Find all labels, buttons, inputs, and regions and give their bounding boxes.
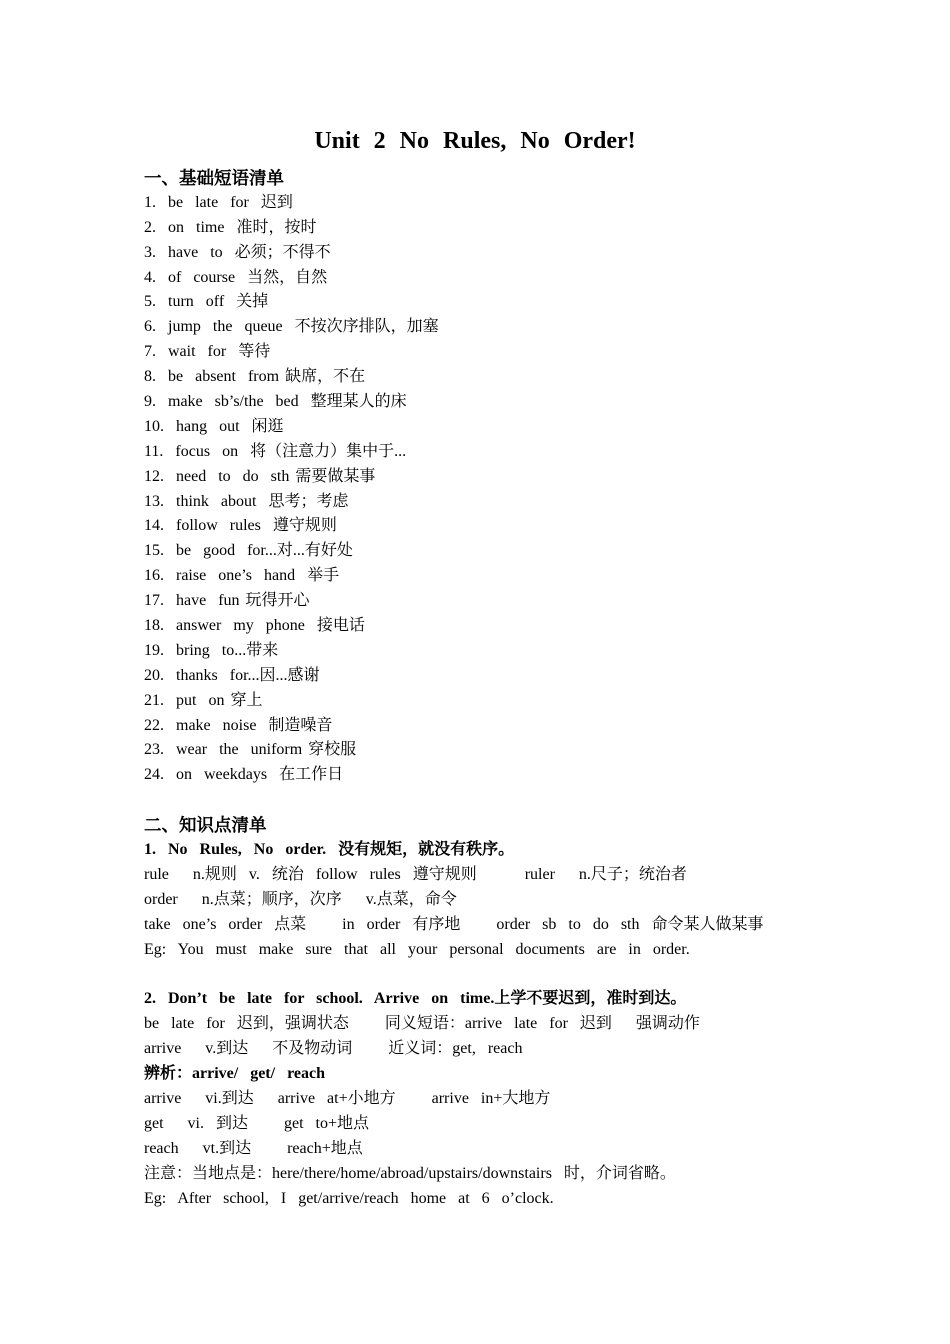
point2-distinguish: 辨析：arrive/ get/ reach bbox=[144, 1065, 325, 1083]
point2-title: 2. Don’t be late for school. Arrive on time.上学不要迟到，准时到达。 bbox=[144, 990, 687, 1008]
point1-example: Eg: You must make sure that all your personal documents are in order. bbox=[144, 940, 690, 958]
point2-line: get vi. 到达 get to+地点 bbox=[144, 1114, 370, 1132]
list-item: 22. make noise 制造噪音 bbox=[144, 716, 333, 734]
point1-title: 1. No Rules, No order. 没有规矩，就没有秩序。 bbox=[144, 841, 515, 859]
phrase-list bbox=[144, 191, 864, 788]
list-item: 24. on weekdays 在工作日 bbox=[144, 766, 344, 784]
list-item: 18. answer my phone 接电话 bbox=[144, 617, 365, 635]
list-item: 10. hang out 闲逛 bbox=[144, 417, 284, 435]
list-item: 9. make sb’s/the bed 整理某人的床 bbox=[144, 393, 407, 411]
list-item: 16. raise one’s hand 举手 bbox=[144, 567, 340, 585]
list-item: 17. have fun 玩得开心 bbox=[144, 592, 310, 610]
point1-line: take one’s order 点菜 in order 有序地 order sb to do sth 命令某人做某事 bbox=[144, 915, 764, 933]
list-item: 2. on time 准时，按时 bbox=[144, 218, 317, 236]
list-item: 12. need to do sth 需要做某事 bbox=[144, 467, 376, 485]
point2-example: Eg: After school, I get/arrive/reach home at 6 o’clock. bbox=[144, 1189, 554, 1207]
section1-heading: 一、基础短语清单 bbox=[144, 168, 284, 188]
list-item: 19. bring to...带来 bbox=[144, 641, 279, 659]
list-item: 8. be absent from 缺席，不在 bbox=[144, 368, 366, 386]
list-item: 7. wait for 等待 bbox=[144, 343, 271, 361]
point2-line: arrive vi.到达 arrive at+小地方 arrive in+大地方 bbox=[144, 1089, 551, 1107]
list-item: 14. follow rules 遵守规则 bbox=[144, 517, 337, 535]
point2-note: 注意：当地点是：here/there/home/abroad/upstairs/downstairs 时，介词省略。 bbox=[144, 1164, 676, 1182]
list-item: 3. have to 必须；不得不 bbox=[144, 243, 331, 261]
point1-line: order n.点菜；顺序，次序 v.点菜，命令 bbox=[144, 890, 457, 908]
point2-line: reach vt.到达 reach+地点 bbox=[144, 1139, 363, 1157]
point2-line: be late for 迟到，强调状态 同义短语：arrive late for 迟到 强调动作 bbox=[144, 1015, 700, 1033]
list-item: 13. think about 思考；考虑 bbox=[144, 492, 349, 510]
list-item: 21. put on 穿上 bbox=[144, 691, 263, 709]
section-spacer bbox=[144, 788, 864, 813]
page-title: Unit 2 No Rules, No Order! bbox=[314, 128, 636, 154]
list-item: 4. of course 当然，自然 bbox=[144, 268, 328, 286]
document-body bbox=[144, 166, 864, 1211]
list-item: 1. be late for 迟到 bbox=[144, 193, 293, 211]
section2-heading: 二、知识点清单 bbox=[144, 815, 267, 836]
point2-line: arrive v.到达 不及物动词 近义词：get, reach bbox=[144, 1040, 523, 1058]
list-item: 20. thanks for...因...感谢 bbox=[144, 666, 320, 684]
list-item: 11. focus on 将（注意力）集中于... bbox=[144, 442, 407, 460]
point-spacer bbox=[144, 963, 864, 988]
list-item: 23. wear the uniform 穿校服 bbox=[144, 741, 357, 759]
list-item: 5. turn off 关掉 bbox=[144, 293, 269, 311]
point1-line: rule n.规则 v. 统治 follow rules 遵守规则 ruler n.尺子；统治者 bbox=[144, 865, 687, 883]
list-item: 15. be good for...对...有好处 bbox=[144, 542, 353, 560]
list-item: 6. jump the queue 不按次序排队，加塞 bbox=[144, 318, 439, 336]
